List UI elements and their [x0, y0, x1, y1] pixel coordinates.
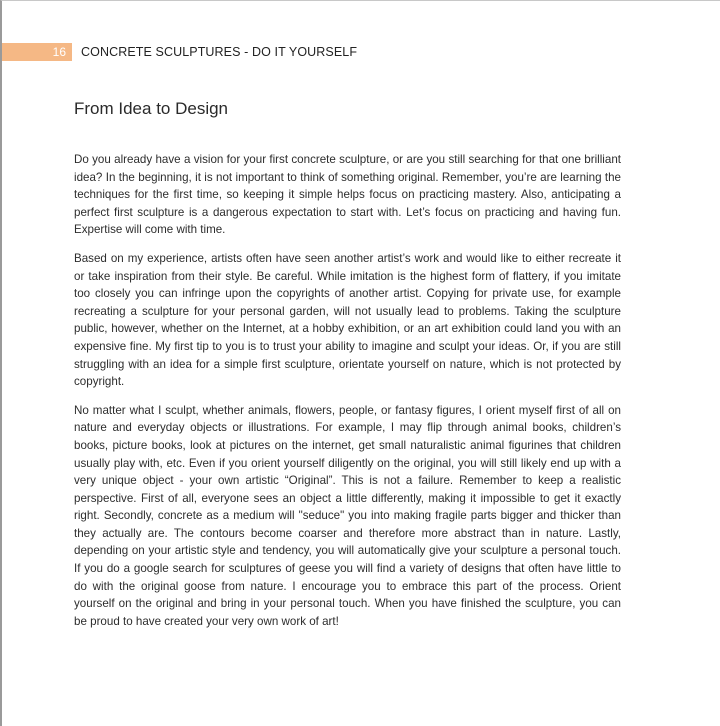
section-heading: From Idea to Design — [74, 99, 229, 118]
running-title: CONCRETE SCULPTURES - DO IT YOURSELF — [81, 45, 358, 59]
page-number: 16 — [2, 43, 72, 61]
paragraph: No matter what I sculpt, whether animals, flowers, people, or fantasy figures, I orient myself first of all on nature and everyday objects or illustrations. For example, I may flip through animal books, children’s books, picture books, look at pictures on the internet, get small naturalistic animal figurines that children usually play with, etc. Even if you orient yourself diligently on the original, you will still likely end up with a very unique object - your own artistic “Original”. This is not a failure. Remember to keep a realistic perspective. First of all, everyone sees an object a little differently, making it impossible to get it exactly right. Secondly, concrete as a medium will "seduce" you into making fragile parts bigger and thicker than they actually are. The contours become coarser and therefore more abstract than in nature. Lastly, depending on your artistic style and tendency, you will automatically give your sculpture a personal touch. If you do a google search for sculptures of geese you will find a variety of designs that often have little to do with the original goose from nature. I encourage you to embrace this part of the process. Orient yourself on the original and bring in your personal touch. When you have finished the sculpture, you can be proud to have created your very own work of art! — [74, 403, 621, 628]
paragraph: Do you already have a vision for your first concrete sculpture, or are you still searching for that one brilliant idea? In the beginning, it is not important to think of something original. Remember, you’re are learning the techniques for the first time, so keeping it simple helps focus on practicing mastery. Also, anticipating a perfect first sculpture is a dangerous expectation to start with. Let’s focus on practicing and having fun. Expertise will come with time. — [74, 153, 621, 237]
page-header — [2, 43, 357, 61]
paragraph: Based on my experience, artists often have seen another artist’s work and would like to either recreate it or take inspiration from their style. Be careful. While imitation is the highest form of flattery, if you imitate too closely you can infringe upon the copyrights of another artist. Copying for private use, for example recreating a sculpture for your personal garden, will not usually lead to problems. Taking the sculpture public, however, whether on the Internet, at a hobby exhibition, or an art exhibition could land you with an expensive fine. My first tip to you is to trust your ability to imagine and sculpt your ideas. Or, if you are still struggling with an idea for a simple first sculpture, orientate yourself on nature, which is not protected by copyright. — [74, 251, 621, 389]
body-text — [74, 151, 621, 641]
